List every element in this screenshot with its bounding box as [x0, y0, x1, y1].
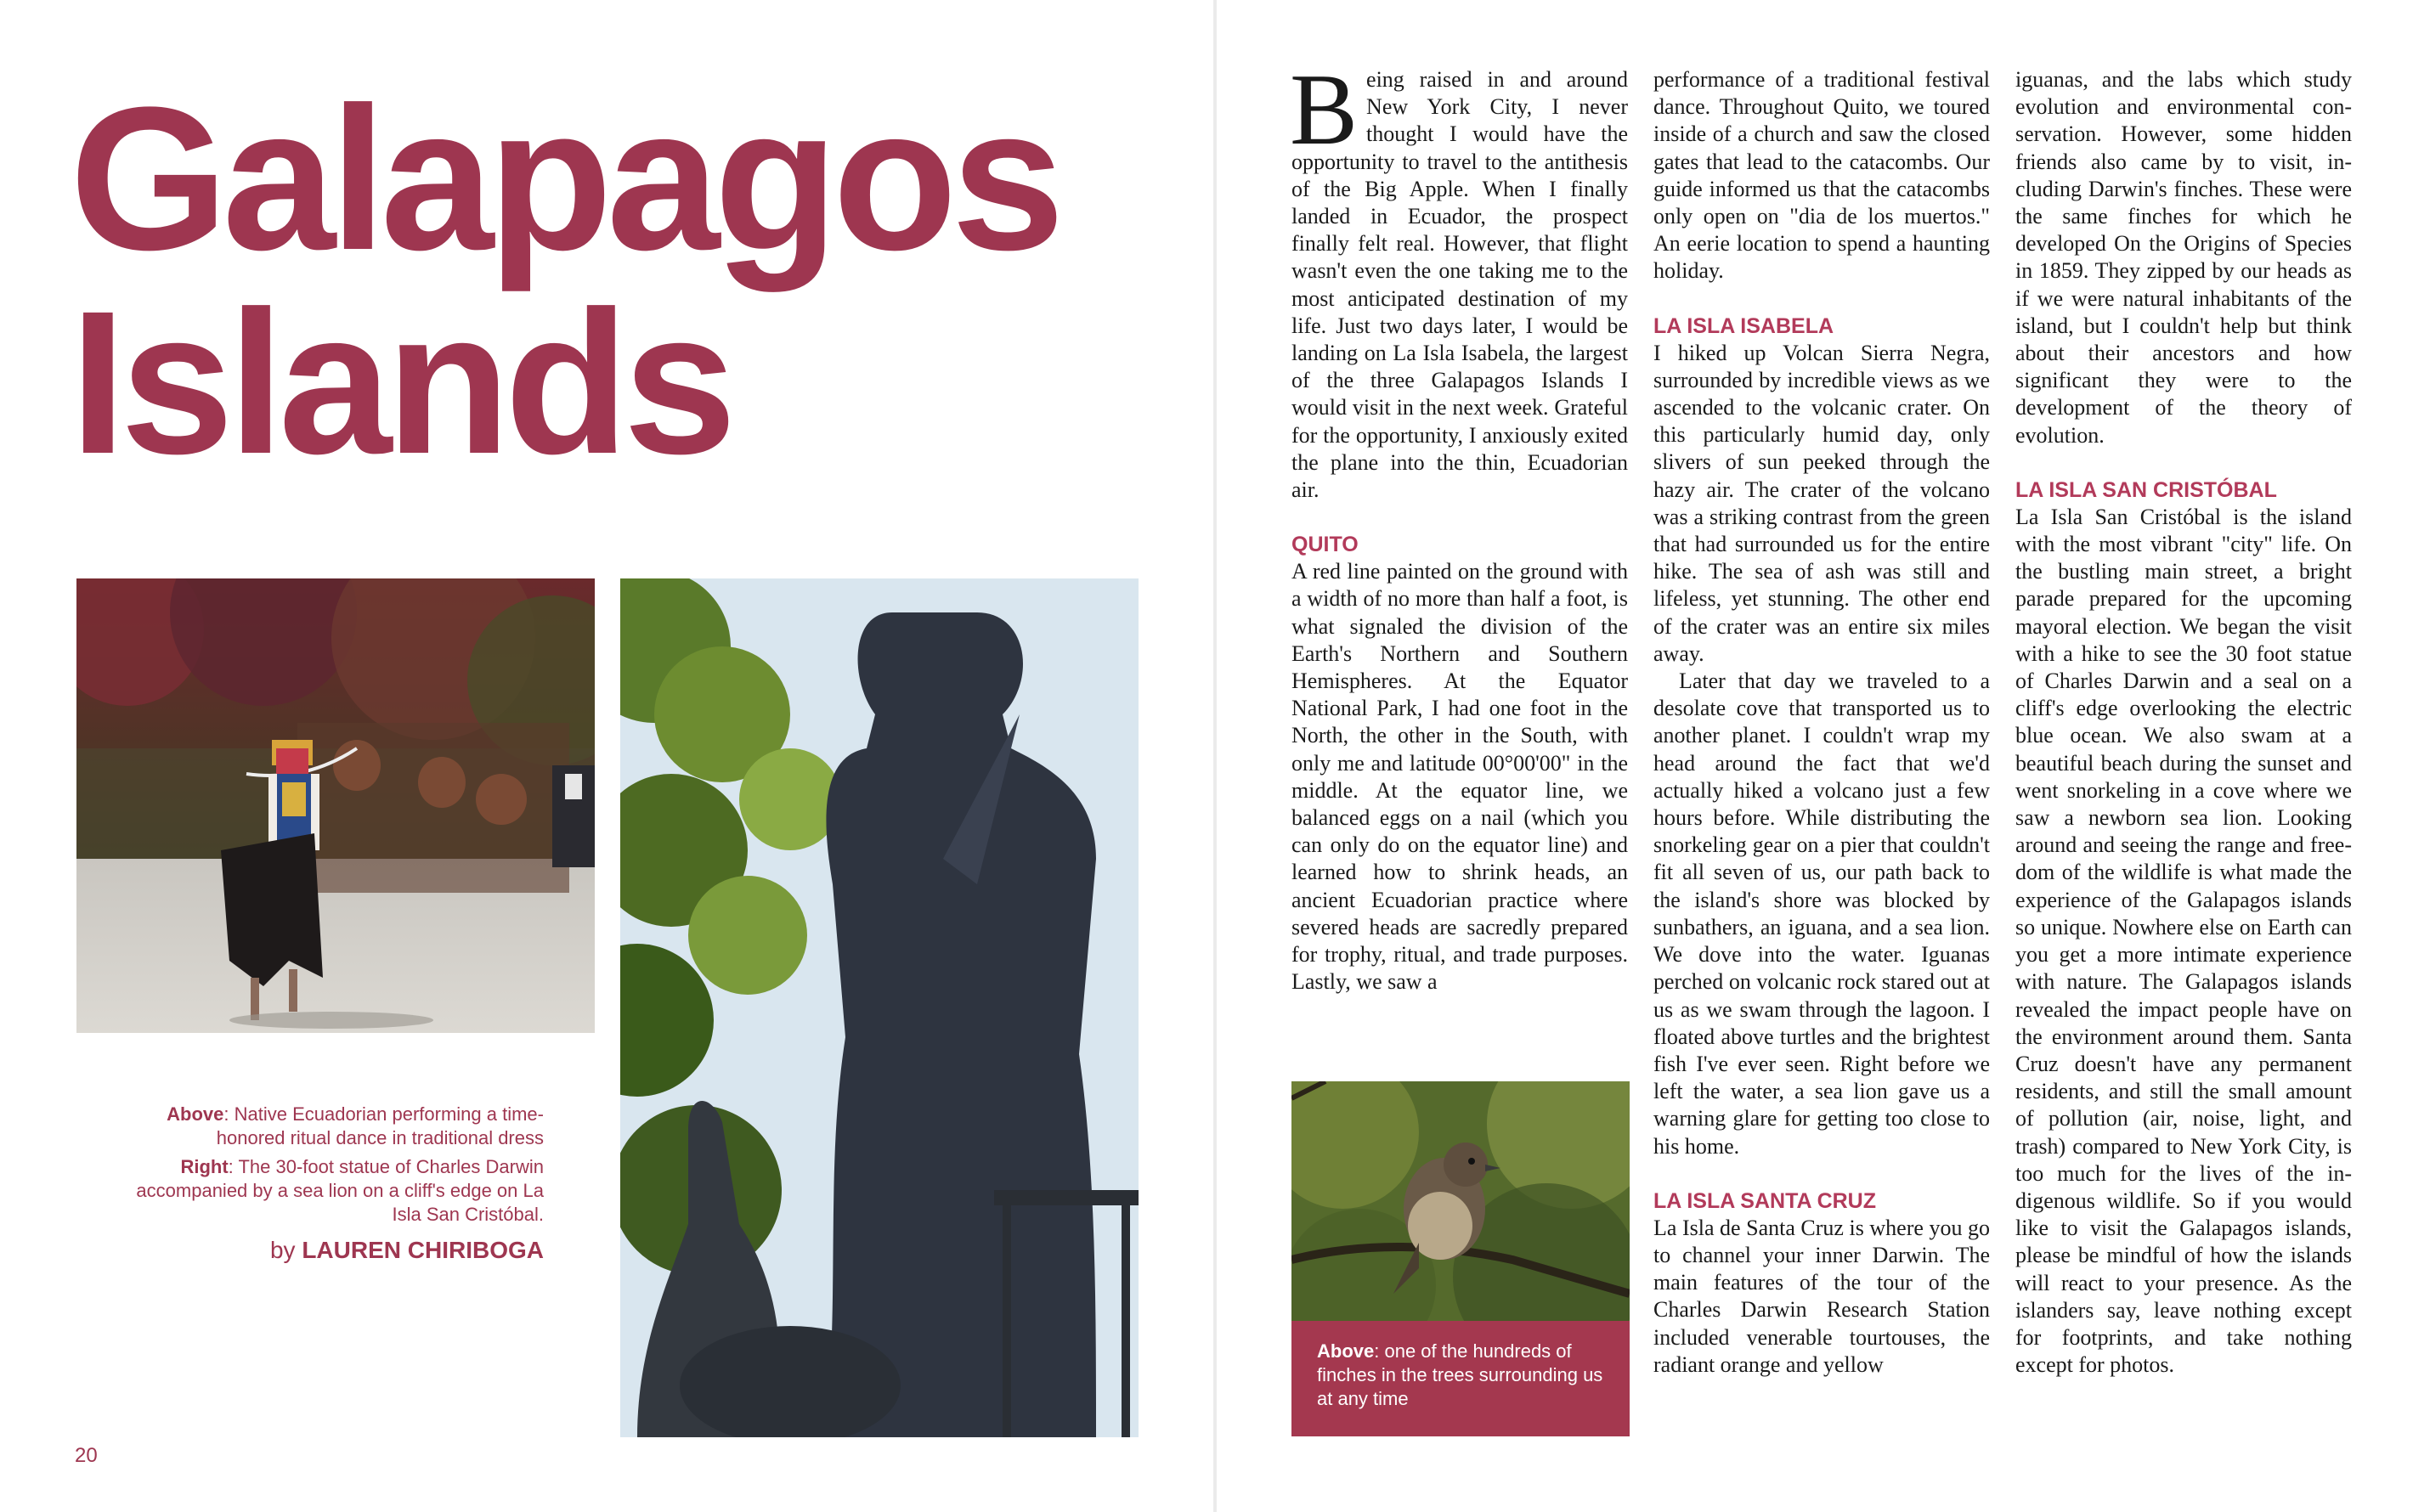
caption-above — [127, 1103, 544, 1150]
page-number: 20 — [75, 1444, 98, 1467]
isabela-paragraph-2: Later that day we traveled to a desolate cove that transported us to another planet. I couldn't wrap my head around the fact that we'd actually hiked a volcano just a few hours before. While distributing the snorkeling gear on a pier that couldn't fit all seven of us, our path back to the island's shore was blocked by sunbathers, an iguana, and a sea lion. We dove into the water. Iguanas perched on volcanic rock stared out at us as we swam through the lagoon. I floated above turtles and the brightest fish I've ever seen. Right before we left the water, a sea lion gave us a warning glare for getting too close to his home. — [1653, 669, 1990, 1159]
intro-text: eing raised in and around New York City, I never thought I would have the opportunity to travel to the antithesis of the Big Apple. When I finally landed in Ecuador, the prospect finally felt real. However, that flight wasn't even the one taking me to the most anticipated destination of my life. Just two days later, I would be landing on La Isla Isabela, the largest of the three Galapagos Islands I would visit in the next week. Grateful for the opportunity, I anxiously exited the plane into the thin, Ecuadorian air. — [1291, 67, 1628, 503]
quito-paragraph: A red line painted on the ground with a width of no more than half a foot, is what signaled the division of the Earth's Northern and Southern Hemispheres. At the Equator National Park, I had one foot in the North, the other in the South, with only me and latitude 00°00'00" in the middle. At the equator line, we balanced eggs on a nail (which you can only do on the equator line) and learned how to shrink heads, an ancient Ecuadorian practice where severed heads are sacredly prepared for trophy, ritual, and trade purposes. Lastly, we saw a — [1291, 559, 1628, 995]
san-cristobal-paragraph: La Isla San Cristóbal is the island with the most vibrant "city" life. On the bustling main street, a bright parade prepared for the upcoming mayoral election. We began the visit with a hike to see the 30 foot statue of Charles Darwin and a seal on a cliff's edge overlooking the electric blue ocean. We also swam at a beautiful beach during the sunset and went snorkeling in a cove where we saw a newborn sea lion. Looking around and seeing the range and freedom of the wildlife is what made the experience of the Galapagos islands so unique. Nowhere else on Earth can you get a more intimate experience with nature. The Galapagos islands revealed the impact people have on the environment around them. Santa Cruz doesn't have any permanent residents, and still the small amount of pollution (air, noise, light, and trash) compared to New York City, is too much for the lives of the indigenous wildlife. So if you would like to visit the Galapagos islands, please be mindful of how the islands will react to your presence. As the islanders say, leave nothing except for footprints, and take nothing except for photos. — [2015, 504, 2352, 1378]
caption-right — [127, 1155, 544, 1227]
quito-paragraph-continued: performance of a traditional festival dance. Throughout Quito, we toured inside of a church and saw the closed gates that lead to the catacombs. Our guide informed us that the catacombs only open on "dia de los muertos." An eerie location to spend a haunting holiday. — [1653, 67, 1990, 284]
byline-author: LAUREN CHIRIBOGA — [302, 1237, 544, 1263]
left-page — [0, 0, 1213, 1512]
section-heading-quito: QUITO — [1291, 533, 1359, 557]
darwin-statue-photo — [620, 578, 1139, 1437]
santa-cruz-paragraph: La Isla de Santa Cruz is where you go to channel your inner Darwin. The main features of the tour of the Charles Darwin Research Station included venerable tourtouses, the radiant orange and yellow — [1653, 1215, 1990, 1377]
drop-cap: B — [1290, 53, 1359, 166]
finch-caption-label: Above — [1317, 1340, 1375, 1362]
isabela-paragraph-1: I hiked up Volcan Sierra Negra, surrounded by incredible views as we ascended to the volcanic crater. On this particularly humid day, only slivers of sun peeked through the hazy air. The crater of the volcano was a striking contrast from the green that had surrounded us for the entire hike. The sea of ash was still and lifeless, yet stunning. The other end of the crater was an entire six miles away. — [1653, 340, 1990, 666]
finch-photo-box — [1291, 1081, 1630, 1436]
caption-above-label: Above — [167, 1103, 224, 1125]
article-column-3 — [2015, 66, 2352, 1379]
byline — [127, 1237, 544, 1264]
article-title-line-1: Galapagos — [70, 65, 1060, 292]
caption-right-text: : The 30-foot statue of Charles Darwin accompanied by a sea lion on a cliff's edge on La Isla San Cristóbal. — [136, 1156, 544, 1225]
article-column-2 — [1653, 66, 1990, 1379]
right-page — [1217, 0, 2430, 1512]
article-column-1 — [1290, 53, 1628, 996]
section-heading-santa-cruz: LA ISLA SANTA CRUZ — [1653, 1188, 1877, 1213]
caption-above-text: : Native Ecuadorian performing a time-honored ritual dance in traditional dress — [216, 1103, 544, 1148]
section-heading-isabela: LA ISLA ISABELA — [1653, 313, 1834, 338]
finch-caption-text: : one of the hundreds of finches in the trees surrounding us at any time — [1317, 1340, 1603, 1409]
section-heading-san-cristobal: LA ISLA SAN CRISTÓBAL — [2015, 477, 2277, 502]
byline-prefix: by — [269, 1237, 296, 1263]
intro-paragraph — [1290, 53, 1628, 504]
caption-right-label: Right — [180, 1156, 229, 1177]
finch-caption — [1291, 1321, 1630, 1436]
dancer-photo — [76, 578, 595, 1033]
finch-photo — [1291, 1081, 1630, 1321]
santa-cruz-paragraph-continued: iguanas, and the labs which study evolution and environmental conservation. However, some hidden friends also came by to visit, including Darwin's finches. These were the same finches for which he developed On the Origins of Species in 1859. They zipped by our heads as if we were natural inhabitants of the island, but I couldn't help but think about their ancestors and how significant they were to the development of the theory of evolution. — [2015, 67, 2352, 448]
article-title-line-2: Islands — [70, 268, 731, 496]
